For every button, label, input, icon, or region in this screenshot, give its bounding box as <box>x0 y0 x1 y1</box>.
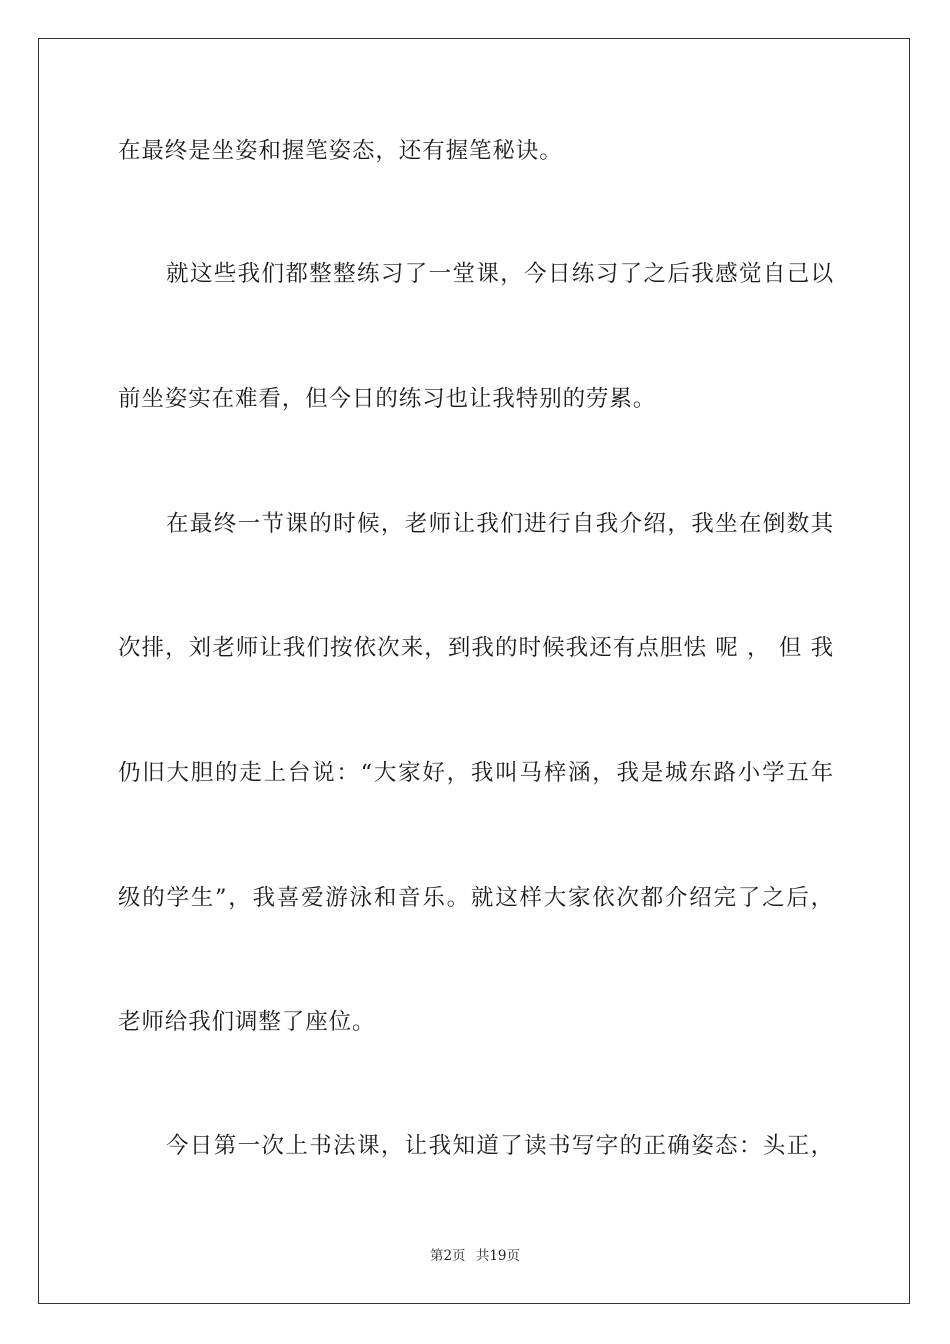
text-line-7: 级的学生”，我喜爱游泳和音乐。就这样大家依次都介绍完了之后， <box>118 885 834 911</box>
text-line-1: 在最终是坐姿和握笔姿态，还有握笔秘诀。 <box>118 138 563 164</box>
text-line-4: 在最终一节课的时候，老师让我们进行自我介绍，我坐在倒数其 <box>166 511 834 537</box>
text-line-9: 今日第一次上书法课，让我知道了读书写字的正确姿态：头正， <box>166 1133 834 1159</box>
page-total: 共19页 <box>475 1248 521 1264</box>
text-line-5: 次排，刘老师让我们按依次来，到我的时候我还有点胆怯 呢 ， 但 我 <box>118 635 834 661</box>
page-number: 第2页 <box>429 1248 466 1264</box>
text-line-6: 仍旧大胆的走上台说：“大家好，我叫马梓涵，我是城东路小学五年 <box>118 760 834 786</box>
text-line-3: 前坐姿实在难看，但今日的练习也让我特别的劳累。 <box>118 386 657 412</box>
page-footer <box>0 1247 950 1265</box>
text-line-8: 老师给我们调整了座位。 <box>118 1009 376 1035</box>
text-line-2: 就这些我们都整整练习了一堂课，今日练习了之后我感觉自己以 <box>166 261 834 287</box>
page-frame <box>38 38 910 1304</box>
